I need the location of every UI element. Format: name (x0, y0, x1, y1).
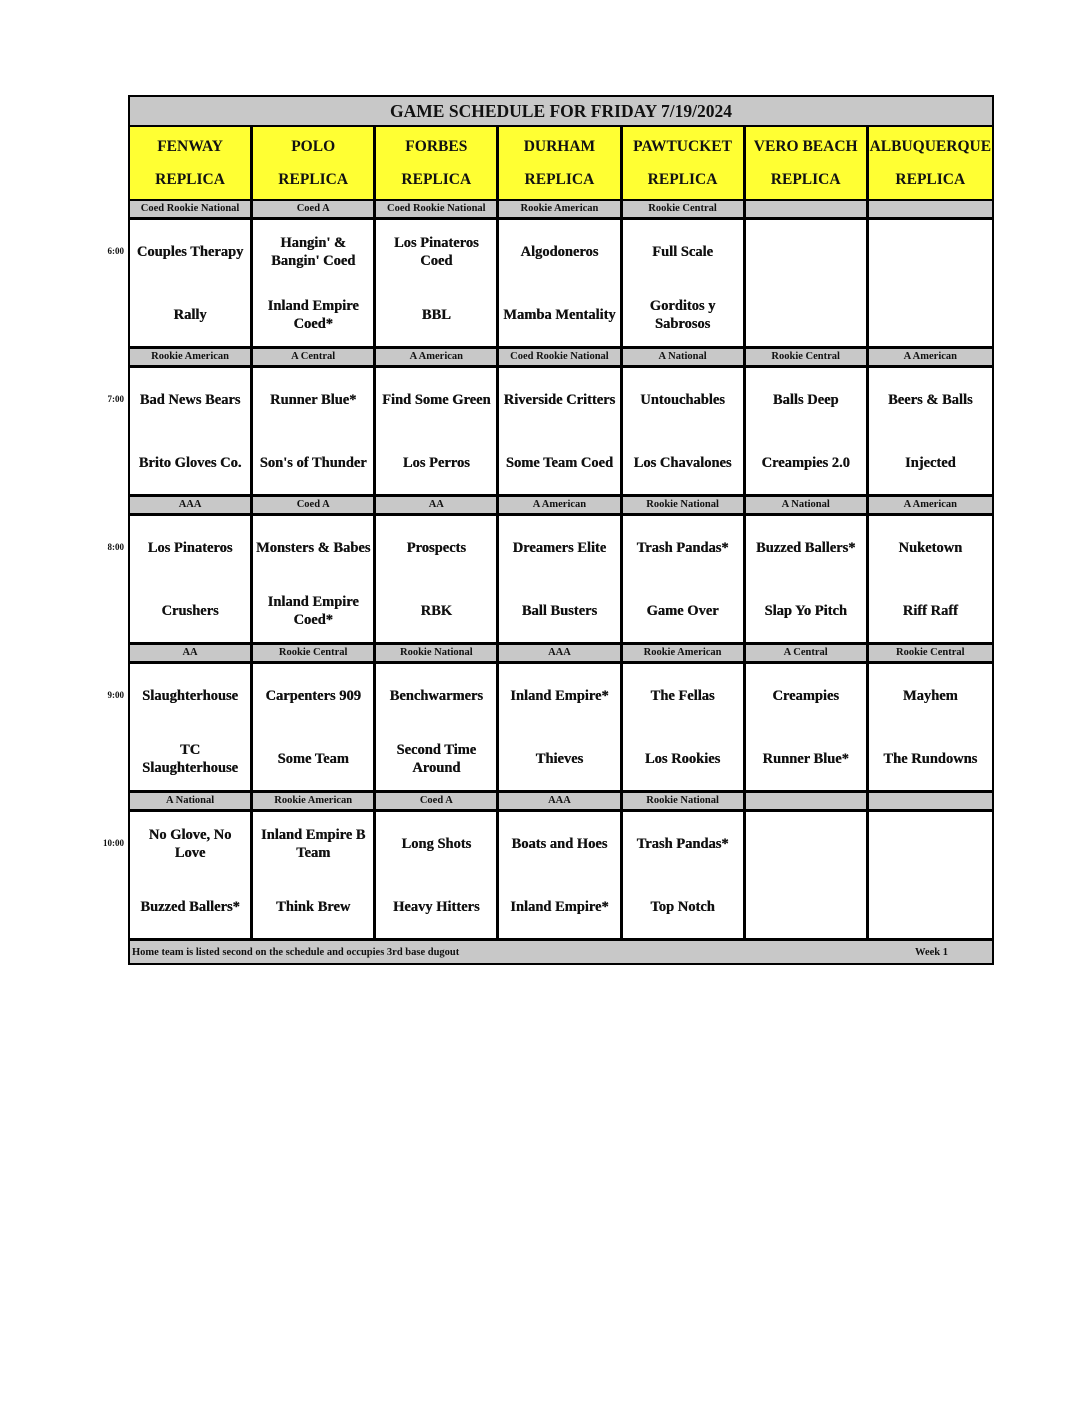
division-label: Rookie National (623, 497, 746, 513)
division-label: A Central (746, 645, 869, 661)
home-team: Think Brew (276, 898, 351, 915)
venue-header-row (130, 127, 992, 201)
division-label: A American (376, 349, 499, 365)
away-team: Creampies (772, 687, 839, 704)
game-cell (746, 220, 869, 346)
home-team: TC Slaughterhouse (142, 741, 238, 776)
venue-header (869, 127, 992, 199)
division-label: Coed Rookie National (376, 201, 499, 217)
away-team: Trash Pandas* (636, 835, 729, 852)
division-label: A American (869, 349, 992, 365)
game-row (130, 368, 992, 497)
schedule-table (128, 95, 994, 965)
division-row (130, 349, 992, 368)
away-team (869, 220, 992, 283)
away-team: The Fellas (650, 687, 715, 704)
division-label (869, 793, 992, 809)
home-team: Los Rookies (644, 750, 721, 767)
home-team: Second Time Around (396, 741, 477, 776)
home-team: Rally (173, 306, 207, 323)
venue-subtitle: REPLICA (524, 170, 595, 188)
home-team: Game Over (646, 602, 719, 619)
division-label: Rookie Central (623, 201, 746, 217)
division-label: A National (746, 497, 869, 513)
game-cell (376, 220, 499, 346)
division-label: Coed Rookie National (499, 349, 622, 365)
game-cell (746, 812, 869, 938)
away-team: Bad News Bears (139, 391, 241, 408)
home-team: Injected (904, 454, 956, 471)
time-label: 8:00 (107, 541, 124, 552)
time-label: 9:00 (107, 689, 124, 700)
venue-name: POLO (291, 137, 336, 155)
home-team: Buzzed Ballers* (140, 898, 240, 915)
away-team: Los Pinateros (147, 539, 233, 556)
away-team: Algodoneros (520, 243, 599, 260)
home-team: Thieves (535, 750, 584, 767)
division-label: AAA (130, 497, 253, 513)
away-team: Carpenters 909 (265, 687, 361, 704)
division-label: A Central (253, 349, 376, 365)
venue-name: DURHAM (523, 137, 596, 155)
away-team: Los Pinateros Coed (393, 234, 479, 269)
home-team: Runner Blue* (762, 750, 849, 767)
division-row (130, 201, 992, 220)
time-label: 7:00 (107, 393, 124, 404)
division-label: AAA (499, 793, 622, 809)
away-team: Riverside Critters (503, 391, 616, 408)
home-team: Inland Empire Coed* (267, 297, 359, 332)
game-cell (499, 220, 622, 346)
away-team: Slaughterhouse (142, 687, 238, 704)
game-row (130, 516, 992, 645)
venue-subtitle: REPLICA (895, 170, 966, 188)
game-cell (869, 664, 992, 790)
away-team: Inland Empire* (510, 687, 609, 704)
away-team: Benchwarmers (389, 687, 484, 704)
division-label: AA (376, 497, 499, 513)
venue-header (376, 127, 499, 199)
home-team: Some Team Coed (505, 454, 614, 471)
away-team: Trash Pandas* (636, 539, 729, 556)
division-row (130, 793, 992, 812)
home-team: The Rundowns (883, 750, 978, 767)
division-label: AAA (499, 645, 622, 661)
away-team: Prospects (406, 539, 466, 556)
away-team: Nuketown (898, 539, 963, 556)
away-team: Find Some Green (382, 391, 491, 408)
venue-name: FORBES (405, 137, 468, 155)
game-cell (499, 516, 622, 642)
game-cell (746, 368, 869, 494)
game-cell (130, 664, 253, 790)
game-cell (499, 812, 622, 938)
venue-name: FENWAY (157, 137, 223, 155)
venue-name: ALBUQUERQUE (869, 137, 992, 155)
home-team: Mamba Mentality (503, 306, 616, 323)
home-team: Gorditos y Sabrosos (649, 297, 716, 332)
division-label: Rookie Central (253, 645, 376, 661)
game-cell (869, 368, 992, 494)
home-team: Creampies 2.0 (761, 454, 850, 471)
home-team: Los Chavalones (633, 454, 732, 471)
division-label (869, 201, 992, 217)
venue-name: PAWTUCKET (633, 137, 732, 155)
time-slots (130, 201, 992, 941)
game-cell (623, 368, 746, 494)
venue-header (746, 127, 869, 199)
division-label: Rookie American (499, 201, 622, 217)
time-label: 10:00 (103, 837, 124, 848)
venue-name: VERO BEACH (753, 137, 858, 155)
division-label: Coed A (253, 497, 376, 513)
home-team: Son's of Thunder (259, 454, 367, 471)
away-team (746, 220, 866, 283)
away-team: Buzzed Ballers* (755, 539, 856, 556)
home-team: BBL (421, 306, 451, 323)
home-team-note: Home team is listed second on the schedule and occupies 3rd base dugout (132, 946, 460, 958)
game-row (130, 664, 992, 793)
game-cell (499, 368, 622, 494)
game-cell (623, 516, 746, 642)
division-label: Rookie American (130, 349, 253, 365)
game-cell (623, 220, 746, 346)
division-label: Rookie American (623, 645, 746, 661)
home-team (869, 875, 992, 938)
division-label: Rookie National (376, 645, 499, 661)
game-cell (253, 220, 376, 346)
home-team: Inland Empire Coed* (267, 593, 359, 628)
home-team (746, 875, 866, 938)
game-cell (376, 664, 499, 790)
away-team: Boats and Hoes (511, 835, 608, 852)
away-team: Full Scale (652, 243, 713, 260)
game-cell (869, 812, 992, 938)
home-team (869, 283, 992, 346)
game-row (130, 812, 992, 941)
away-team (746, 812, 866, 875)
away-team: Dreamers Elite (512, 539, 607, 556)
venue-header (499, 127, 622, 199)
game-cell (623, 664, 746, 790)
game-cell (253, 812, 376, 938)
away-team: Couples Therapy (136, 243, 244, 260)
home-team: RBK (420, 602, 453, 619)
game-cell (746, 516, 869, 642)
home-team: Ball Busters (521, 602, 598, 619)
schedule-title: GAME SCHEDULE FOR FRIDAY 7/19/2024 (130, 97, 992, 127)
away-team (869, 812, 992, 875)
division-label: AA (130, 645, 253, 661)
game-cell (130, 812, 253, 938)
game-cell (253, 516, 376, 642)
home-team: Some Team (277, 750, 349, 767)
game-cell (869, 516, 992, 642)
division-label: Rookie Central (869, 645, 992, 661)
venue-header (253, 127, 376, 199)
division-label: A National (623, 349, 746, 365)
away-team: Runner Blue* (270, 391, 357, 408)
away-team: Monsters & Babes (255, 539, 371, 556)
game-cell (376, 516, 499, 642)
game-cell (253, 368, 376, 494)
division-label: Coed A (376, 793, 499, 809)
away-team: Balls Deep (772, 391, 839, 408)
home-team (746, 283, 866, 346)
away-team: Inland Empire B Team (260, 826, 366, 861)
venue-header (130, 127, 253, 199)
game-cell (130, 516, 253, 642)
game-row (130, 220, 992, 349)
away-team: Mayhem (902, 687, 958, 704)
division-label (746, 201, 869, 217)
division-label: A American (869, 497, 992, 513)
venue-subtitle: REPLICA (401, 170, 472, 188)
week-label: Week 1 (915, 946, 948, 958)
game-cell (623, 812, 746, 938)
venue-subtitle: REPLICA (155, 170, 225, 188)
footer-bar (130, 941, 992, 963)
home-team: Los Perros (402, 454, 470, 471)
game-cell (376, 368, 499, 494)
division-row (130, 497, 992, 516)
home-team: Crushers (161, 602, 219, 619)
away-team: Untouchables (640, 391, 725, 408)
time-label: 6:00 (107, 245, 124, 256)
home-team: Top Notch (650, 898, 715, 915)
home-team: Riff Raff (902, 602, 958, 619)
venue-subtitle: REPLICA (278, 170, 349, 188)
venue-subtitle: REPLICA (770, 170, 841, 188)
game-cell (376, 812, 499, 938)
division-label: Rookie Central (746, 349, 869, 365)
game-cell (499, 664, 622, 790)
game-cell (253, 664, 376, 790)
division-label: Coed A (253, 201, 376, 217)
division-label (746, 793, 869, 809)
game-cell (130, 220, 253, 346)
away-team: No Glove, No Love (148, 826, 232, 861)
division-row (130, 645, 992, 664)
away-team: Long Shots (401, 835, 472, 852)
away-team: Beers & Balls (888, 391, 973, 408)
game-cell (746, 664, 869, 790)
venue-header (623, 127, 746, 199)
home-team: Heavy Hitters (393, 898, 480, 915)
game-cell (130, 368, 253, 494)
home-team: Slap Yo Pitch (764, 602, 847, 619)
game-cell (869, 220, 992, 346)
division-label: A American (499, 497, 622, 513)
division-label: Coed Rookie National (130, 201, 253, 217)
division-label: Rookie American (253, 793, 376, 809)
home-team: Brito Gloves Co. (138, 454, 242, 471)
home-team: Inland Empire* (510, 898, 609, 915)
division-label: A National (130, 793, 253, 809)
venue-subtitle: REPLICA (647, 170, 718, 188)
division-label: Rookie National (623, 793, 746, 809)
away-team: Hangin' & Bangin' Coed (271, 234, 356, 269)
